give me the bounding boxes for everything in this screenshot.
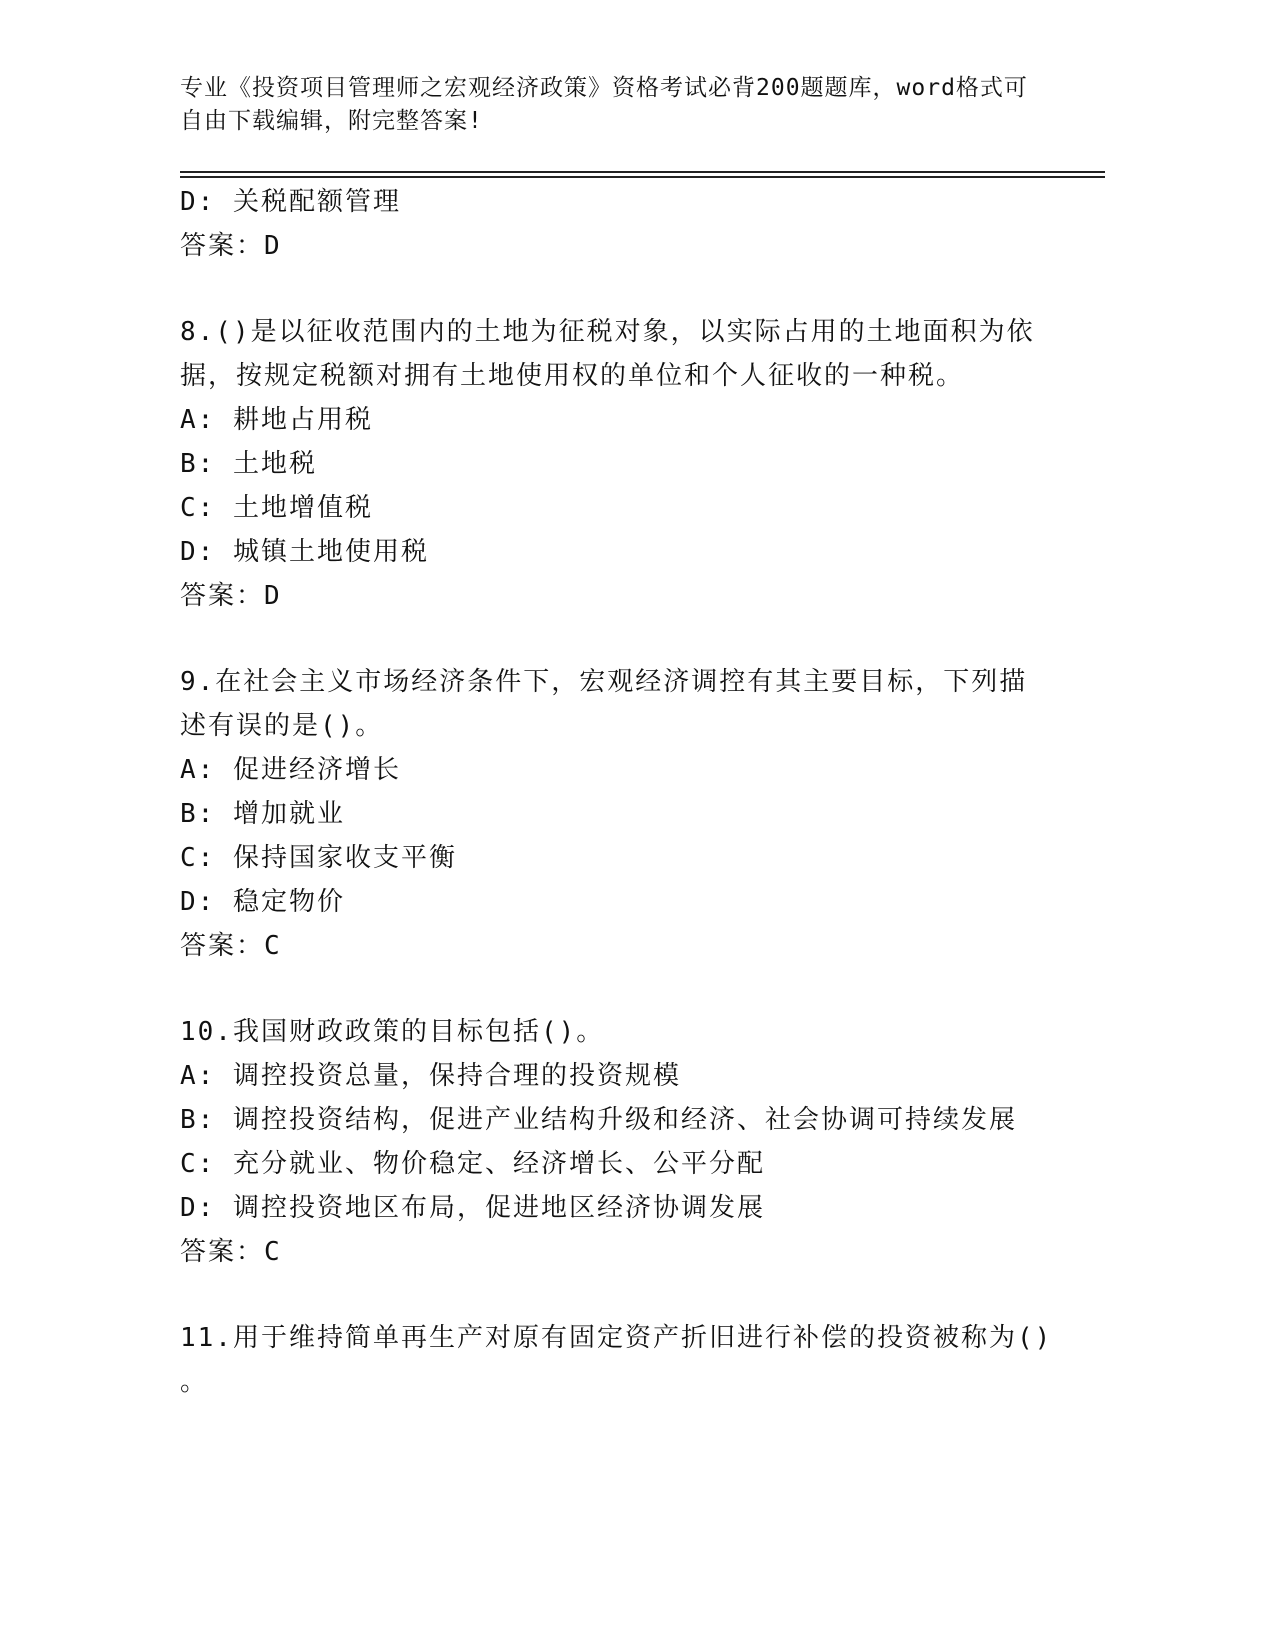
option-d: D: 稳定物价 <box>180 887 345 917</box>
question-text: 10.我国财政政策的目标包括()。 <box>180 1017 605 1047</box>
spacer <box>180 618 1080 660</box>
option-a: A: 调控投资总量，保持合理的投资规模 <box>180 1061 681 1091</box>
option-d: D: 关税配额管理 <box>180 187 401 217</box>
question-text: 8.()是以征收范围内的土地为征税对象，以实际占用的土地面积为依 <box>180 317 1035 347</box>
question-9 <box>180 660 1080 968</box>
question-text: 9.在社会主义市场经济条件下，宏观经济调控有其主要目标，下列描 <box>180 667 1028 697</box>
question-content <box>180 180 1080 1404</box>
answer: 答案：D <box>180 581 282 611</box>
question-10 <box>180 1010 1080 1274</box>
answer: 答案：C <box>180 931 282 961</box>
option-c: C: 充分就业、物价稳定、经济增长、公平分配 <box>180 1149 765 1179</box>
option-a: A: 耕地占用税 <box>180 405 373 435</box>
option-c: C: 保持国家收支平衡 <box>180 843 457 873</box>
spacer <box>180 268 1080 310</box>
question-text: 。 <box>180 1367 209 1397</box>
option-d: D: 调控投资地区布局，促进地区经济协调发展 <box>180 1193 765 1223</box>
spacer <box>180 1274 1080 1316</box>
previous-question-fragment <box>180 180 1080 268</box>
header-divider-bottom <box>180 176 1105 178</box>
spacer <box>180 968 1080 1010</box>
option-b: B: 增加就业 <box>180 799 345 829</box>
option-b: B: 土地税 <box>180 449 317 479</box>
question-text: 11.用于维持简单再生产对原有固定资产折旧进行补偿的投资被称为() <box>180 1323 1053 1353</box>
question-text: 述有误的是()。 <box>180 711 384 741</box>
header-line-2: 自由下载编辑，附完整答案! <box>180 108 483 134</box>
option-b: B: 调控投资结构，促进产业结构升级和经济、社会协调可持续发展 <box>180 1105 1017 1135</box>
option-c: C: 土地增值税 <box>180 493 373 523</box>
question-8 <box>180 310 1080 618</box>
question-11 <box>180 1316 1080 1404</box>
header-line-1: 专业《投资项目管理师之宏观经济政策》资格考试必背200题题库，word格式可 <box>180 75 1028 101</box>
option-d: D: 城镇土地使用税 <box>180 537 429 567</box>
document-header <box>180 72 1060 138</box>
answer: 答案：D <box>180 231 282 261</box>
option-a: A: 促进经济增长 <box>180 755 401 785</box>
question-text: 据，按规定税额对拥有土地使用权的单位和个人征收的一种税。 <box>180 361 965 391</box>
header-divider-top <box>180 171 1105 173</box>
answer: 答案：C <box>180 1237 282 1267</box>
